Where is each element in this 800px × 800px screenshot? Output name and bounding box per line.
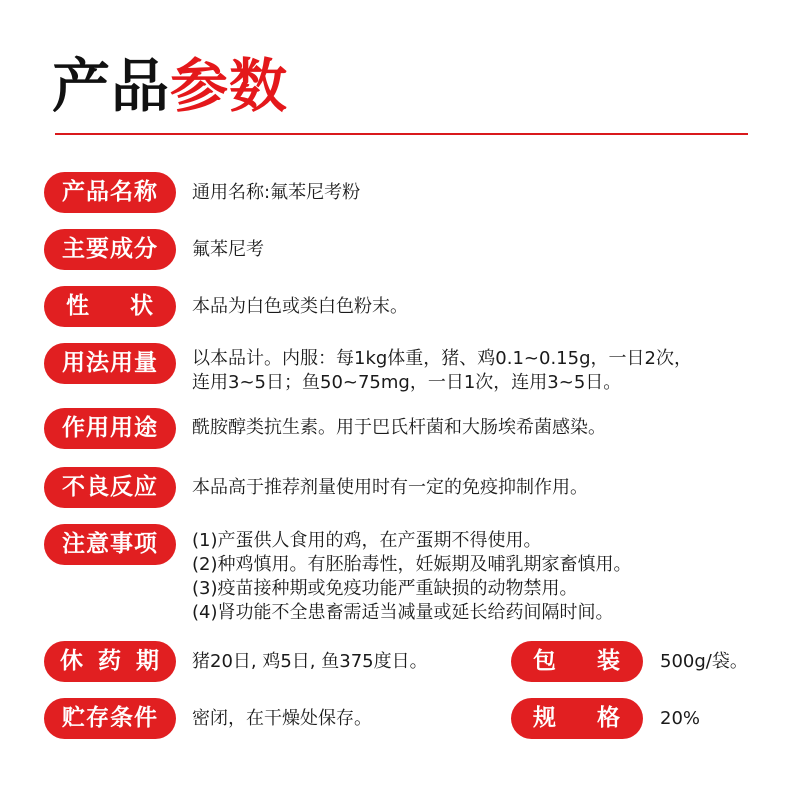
- label-withdrawal-period: [44, 641, 176, 682]
- label-appearance: [44, 286, 176, 327]
- value-dosage-line-1: 以本品计。内服：每1kg体重，猪、鸡0.1~0.15g，一日2次，: [192, 348, 692, 369]
- label-packaging-char-2: 装: [597, 648, 621, 674]
- label-product-name: 产品名称: [44, 172, 176, 213]
- value-storage: 密闭，在干燥处保存。: [192, 708, 372, 729]
- label-main-ingredient: 主要成分: [44, 229, 176, 270]
- label-withdrawal-char-1: 休: [60, 648, 84, 674]
- value-precautions-line-3: (3)疫苗接种期或免疫功能严重缺损的动物禁用。: [192, 578, 578, 599]
- label-withdrawal-char-3: 期: [136, 648, 160, 674]
- value-dosage-line-2: 连用3~5日；鱼50~75mg，一日1次，连用3~5日。: [192, 372, 622, 393]
- value-main-ingredient: 氟苯尼考: [192, 239, 264, 260]
- value-precautions-line-4: (4)肾功能不全患畜需适当减量或延长给药间隔时间。: [192, 602, 614, 623]
- label-specification-char-2: 格: [597, 705, 621, 731]
- label-adverse-reaction: 不良反应: [44, 467, 176, 508]
- label-packaging: [511, 641, 643, 682]
- value-specification: 20%: [660, 708, 701, 729]
- value-withdrawal-period: 猪20日, 鸡5日, 鱼375度日。: [192, 651, 428, 672]
- label-dosage: 用法用量: [44, 343, 176, 384]
- label-specification-char-1: 规: [533, 705, 557, 731]
- title-part-1: 产品: [52, 52, 171, 120]
- label-withdrawal-char-2: 药: [98, 648, 122, 674]
- label-appearance-char-1: 性: [66, 293, 90, 319]
- value-adverse-reaction: 本品高于推荐剂量使用时有一定的免疫抑制作用。: [192, 477, 588, 498]
- label-packaging-char-1: 包: [533, 648, 557, 674]
- value-product-name: 通用名称:氟苯尼考粉: [192, 182, 361, 203]
- label-precautions: 注意事项: [44, 524, 176, 565]
- value-usage: 酰胺醇类抗生素。用于巴氏杆菌和大肠埃希菌感染。: [192, 417, 606, 438]
- value-precautions-line-2: (2)种鸡慎用。有胚胎毒性，妊娠期及哺乳期家畜慎用。: [192, 554, 632, 575]
- title-divider: [55, 133, 748, 135]
- title-part-2: 参数: [170, 52, 289, 120]
- label-specification: [511, 698, 643, 739]
- value-appearance: 本品为白色或类白色粉末。: [192, 296, 408, 317]
- label-usage: 作用用途: [44, 408, 176, 449]
- value-precautions-line-1: (1)产蛋供人食用的鸡，在产蛋期不得使用。: [192, 530, 542, 551]
- label-appearance-char-2: 状: [130, 293, 154, 319]
- label-storage: 贮存条件: [44, 698, 176, 739]
- page-title: [52, 50, 288, 122]
- value-packaging: 500g/袋。: [660, 651, 748, 672]
